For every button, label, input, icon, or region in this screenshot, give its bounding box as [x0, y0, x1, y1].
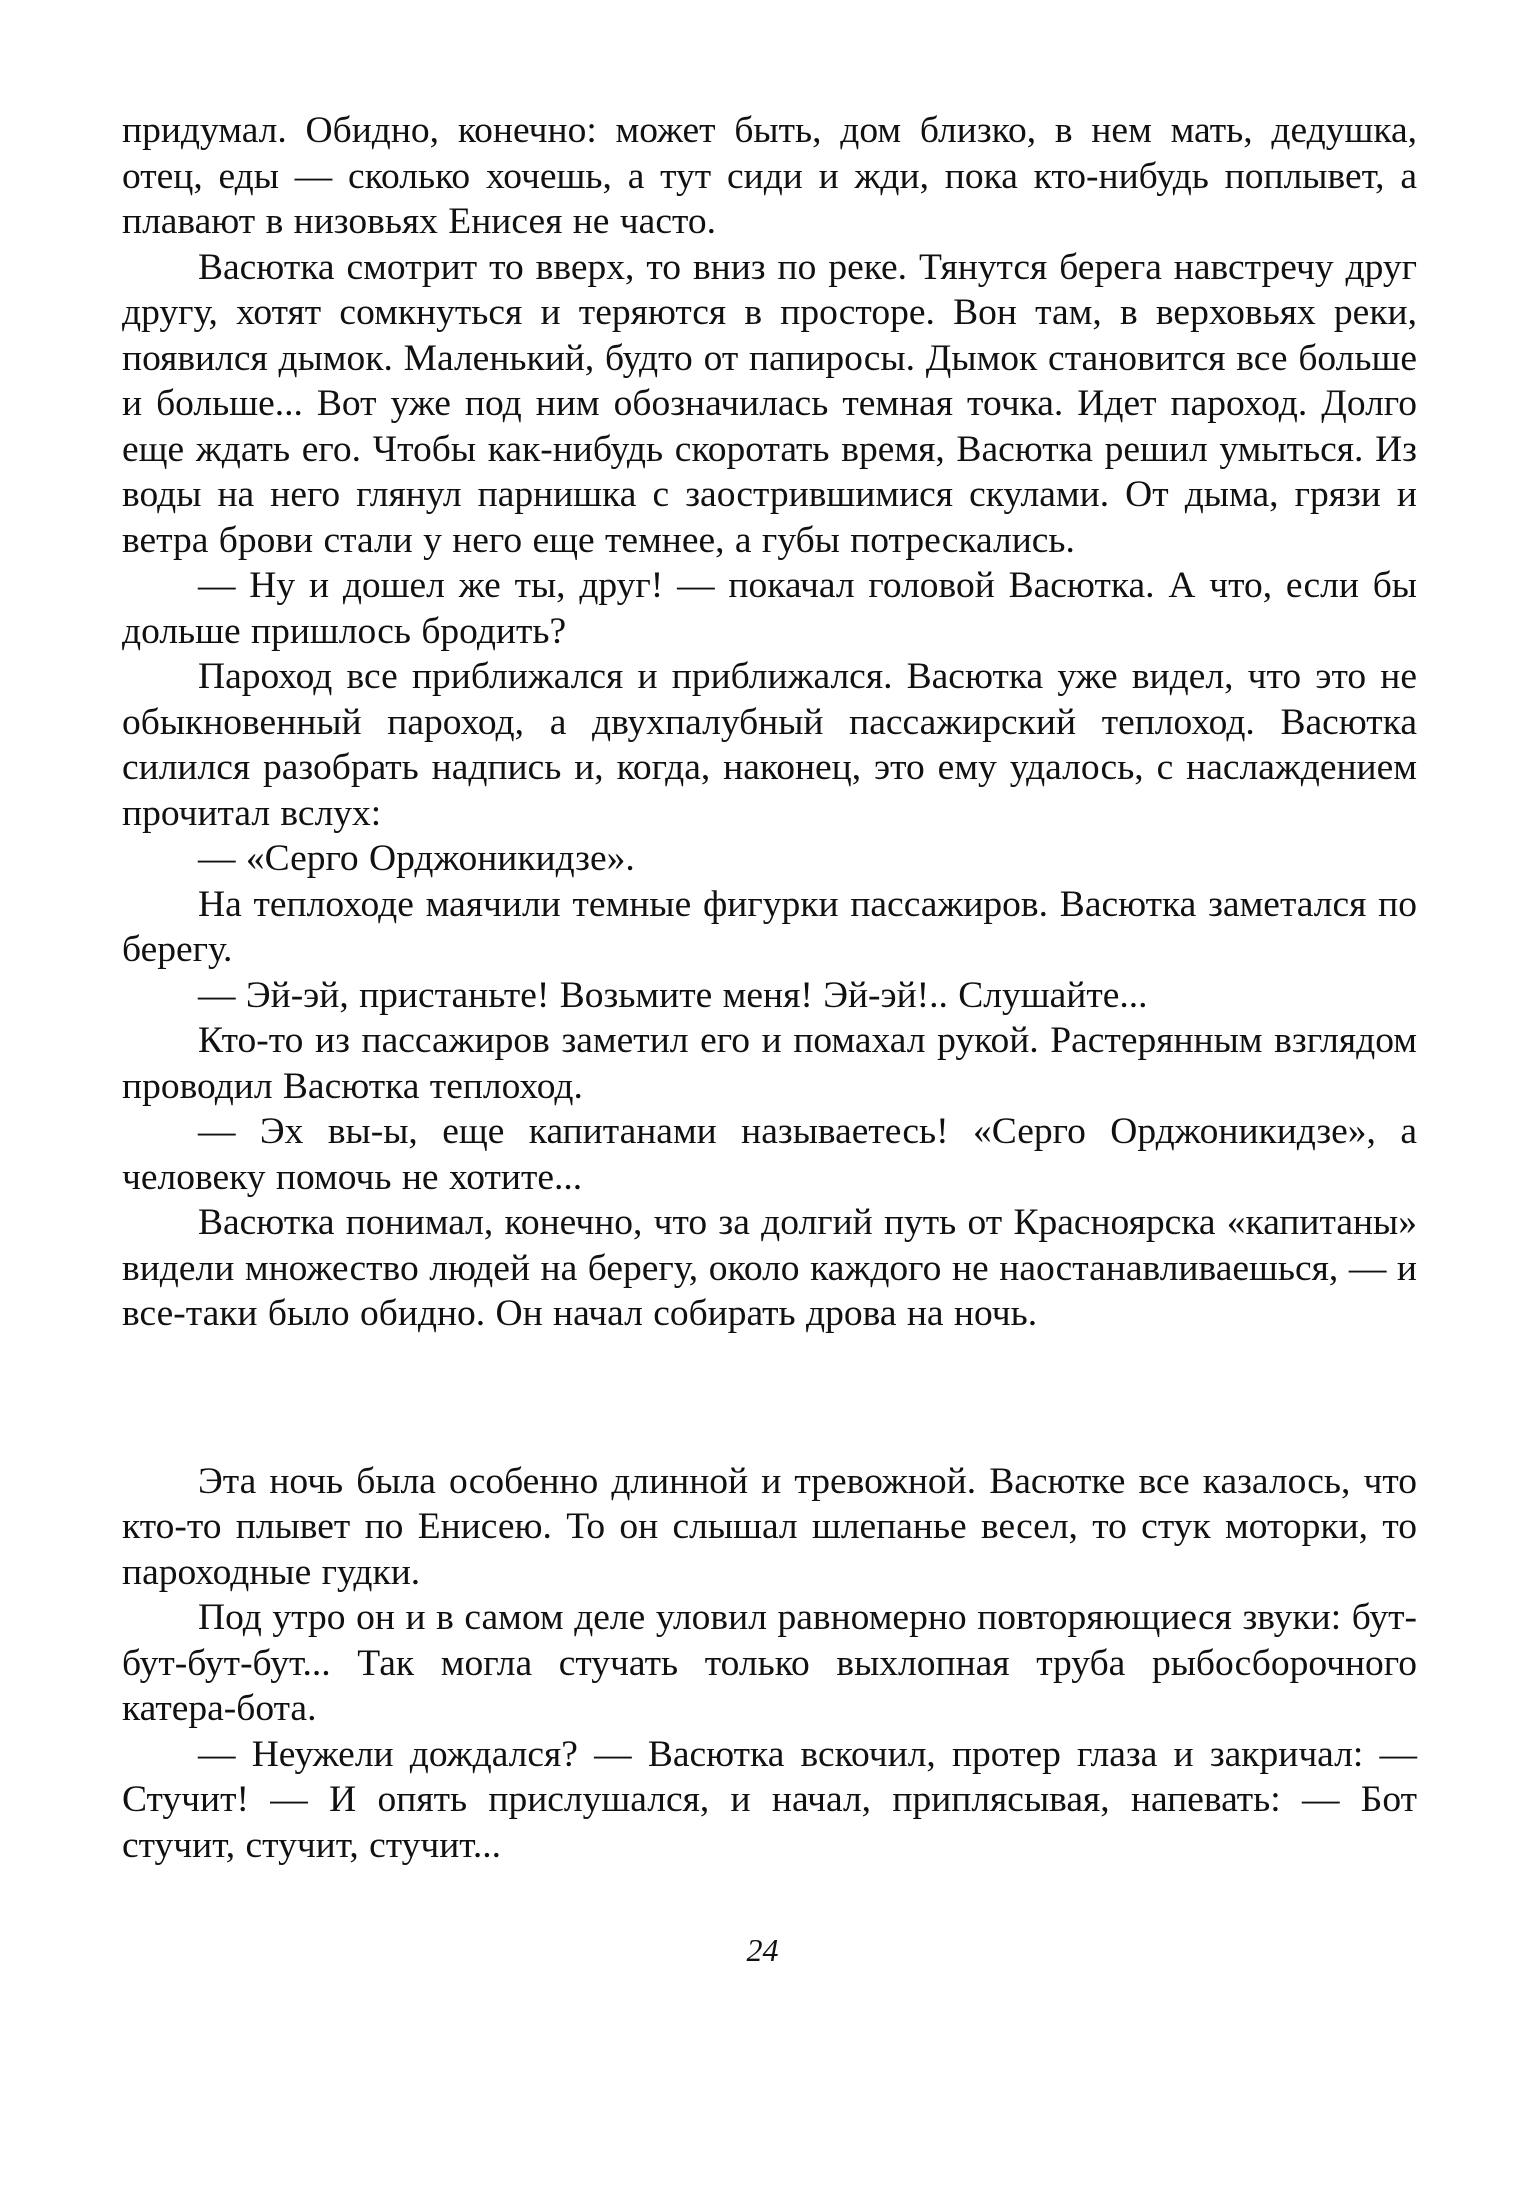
paragraph-2: Васютка смотрит то вверх, то вниз по реке. Тянутся берега навстречу друг другу, хотят сомкнуться и теряются в просторе. Вон там, в верховьях реки, появился дымок. Маленький, будто от папиросы. Дымок становится все больше и больше... Вот уже под ним обозначилась темная точка. Идет пароход. Долго еще ждать его. Чтобы как-нибудь скоротать время, Васютка решил умыться. Из воды на него глянул парнишка с заострившимися скулами. От дыма, грязи и ветра брови стали у него еще темнее, а губы потрескались.	[122, 246, 1417, 561]
paragraph-7: — Эй-эй, пристаньте! Возьмите меня! Эй-эй!.. Слушайте...	[198, 974, 1148, 1016]
paragraph-6: На теплоходе маячили темные фигурки пассажиров. Васютка заметался по берегу.	[122, 883, 1417, 970]
page-number: 24	[746, 1932, 779, 1968]
paragraph-12: Под утро он и в самом деле уловил равномерно повторяющиеся звуки: бут-бут-бут-бут... Так могла стучать только выхлопная труба рыбосборочного катера-бота.	[122, 1597, 1417, 1729]
paragraph-11: Эта ночь была особенно длинной и тревожной. Васютке все казалось, что кто-то плывет по Енисею. То он слышал шлепанье весел, то стук моторки, то пароходные гудки.	[122, 1460, 1417, 1593]
section-break	[122, 1337, 1417, 1459]
paragraph-1: придумал. Обидно, конечно: может быть, дом близко, в нем мать, дедушка, отец, еды — сколько хочешь, а тут сиди и жди, пока кто-нибудь поплывет, а плавают в низовьях Енисея не часто.	[122, 110, 1417, 242]
paragraph-9: — Эх вы-ы, еще капитанами называетесь! «Серго Орджоникидзе», а человеку помочь не хотите...	[122, 1111, 1417, 1198]
paragraph-10: Васютка понимал, конечно, что за долгий путь от Красноярска «капитаны» видели множество людей на берегу, около каждого не наостанавливаешься, — и все-таки было обидно. Он начал собирать дрова на ночь.	[122, 1202, 1417, 1334]
page-body	[122, 108, 1417, 1868]
paragraph-4: Пароход все приближался и приближался. Васютка уже видел, что это не обыкновенный пароход, а двухпалубный пассажирский теплоход. Васютка силился разобрать надпись и, когда, наконец, это ему удалось, с наслаждением прочитал вслух:	[122, 656, 1417, 834]
paragraph-3: — Ну и дошел же ты, друг! — покачал головой Васютка. А что, если бы дольше пришлось бродить?	[122, 565, 1417, 652]
paragraph-8: Кто-то из пассажиров заметил его и помахал рукой. Растерянным взглядом проводил Васютка теплоход.	[122, 1020, 1417, 1107]
paragraph-5: — «Серго Орджоникидзе».	[198, 838, 635, 879]
paragraph-13: — Неужели дождался? — Васютка вскочил, протер глаза и закричал: — Стучит! — И опять прислушался, и начал, приплясывая, напевать: — Бот стучит, стучит, стучит...	[122, 1733, 1417, 1866]
